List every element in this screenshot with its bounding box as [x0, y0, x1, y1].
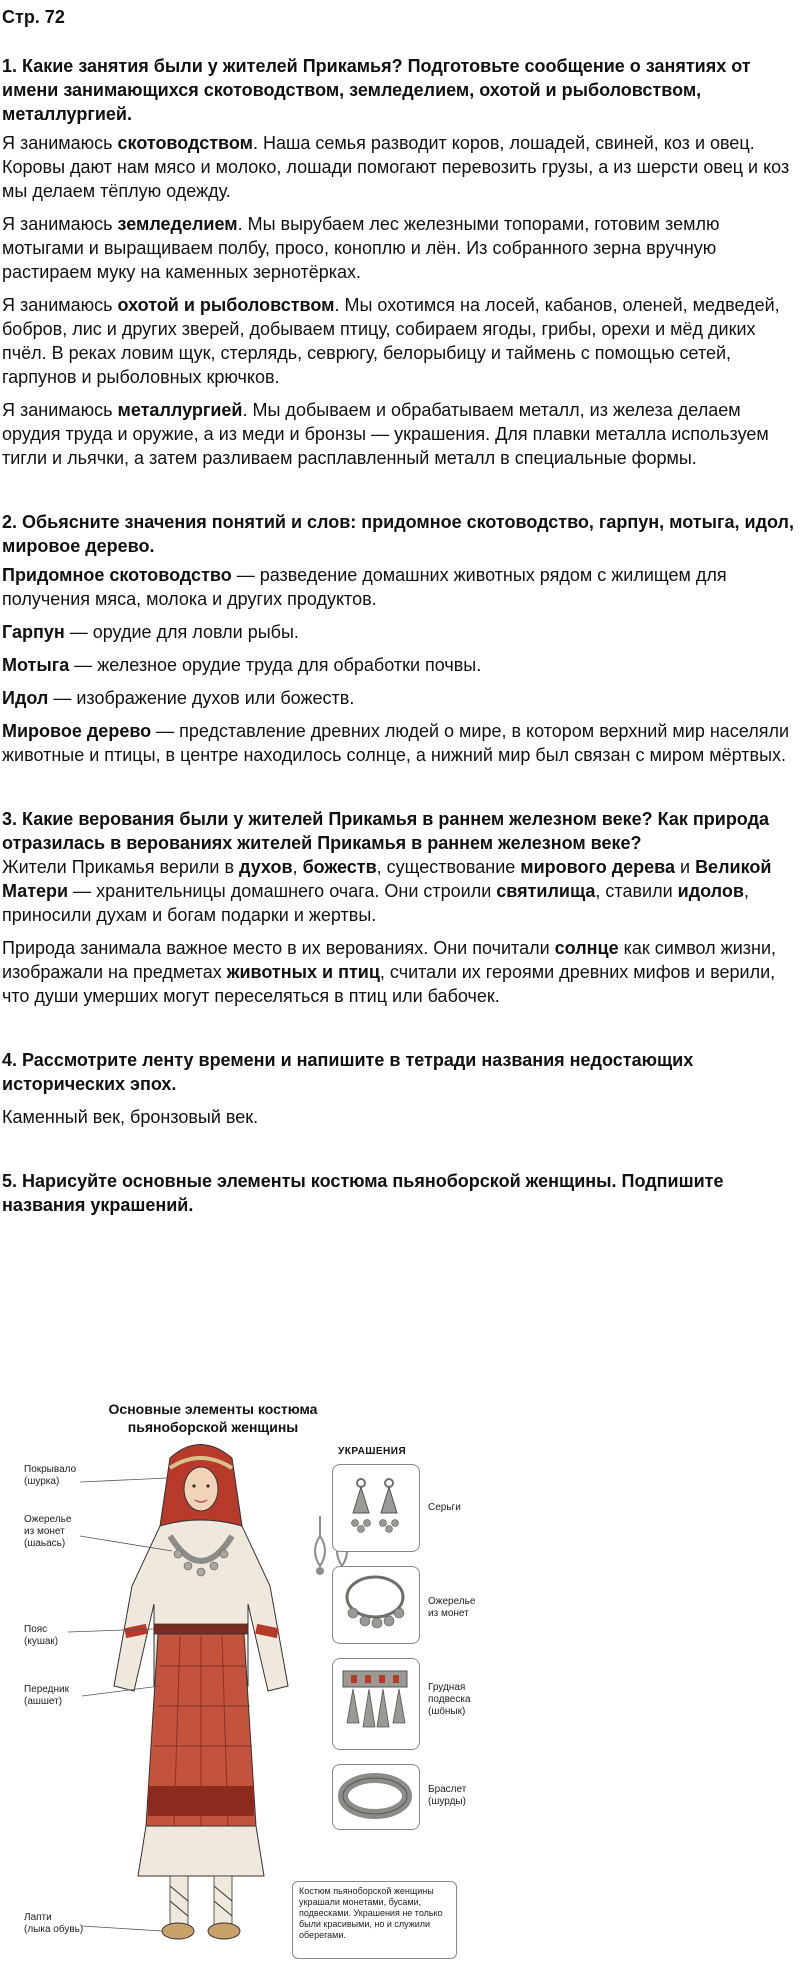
bracelet-icon: [333, 1765, 418, 1827]
definition: [2, 620, 796, 644]
pendant-box: [332, 1658, 420, 1750]
answer-paragraph: [2, 398, 796, 470]
definition-term: Придомное скотоводство: [2, 565, 232, 585]
question-2: [2, 510, 796, 767]
callout-necklace: Ожерелье из монет (шаьась): [24, 1514, 72, 1549]
definition-term: Идол: [2, 688, 49, 708]
answer-text: и: [675, 857, 696, 877]
answer-text: . Мы вырубаем лес железными топорами, готовим землю мотыгами и выращиваем полбу, просо, коноплю и лён. Из собранного зерна вручную растираем муку на каменных зернотёрках.: [2, 214, 720, 282]
answer-paragraph: [2, 936, 796, 1008]
answer-text: ,: [292, 857, 303, 877]
definition-text: — орудие для ловли рыбы.: [64, 622, 299, 642]
callout-headscarf: Покрывало (шурка): [24, 1464, 77, 1487]
answer-paragraph: [2, 293, 796, 389]
definition: [2, 686, 796, 710]
definition-text: — изображение духов или божеств.: [48, 688, 355, 708]
jewelry-label-pendant: Грудная подвеска (шöнык): [428, 1682, 471, 1717]
question-5-title: 5. Нарисуйте основные элементы костюма пьяноборской женщины. Подпишите названия украшений.: [2, 1171, 724, 1215]
question-1-title: 1. Какие занятия были у жителей Прикамья? Подготовьте сообщение о занятиях от имени занимающихся скотоводством, земледелием, охотой и рыболовством, металлургией.: [2, 56, 751, 124]
answer-term: скотоводством: [117, 133, 253, 153]
definition-text: — разведение домашних животных рядом с жилищем для получения мяса, молока и других продуктов.: [2, 565, 727, 609]
bast-shoe-shape: [162, 1923, 194, 1939]
answer-text: . Мы охотимся на лосей, кабанов, оленей, медведей, бобров, лис и других зверей, добываем птицу, собираем ягоды, грибы, орехи и мёд диких пчёл. В реках ловим щук, стерлядь, севрюгу, белорыбицу и таймень с помощью сетей, гарпунов и рыболовных крючков.: [2, 295, 780, 387]
answer-term: идолов: [677, 881, 744, 901]
definition: [2, 563, 796, 611]
question-1: [2, 54, 796, 470]
page: [0, 6, 800, 1988]
question-3-title: 3. Какие верования были у жителей Прикамья в раннем железном веке? Как природа отразилась в верованиях жителей Прикамья в раннем железном веке?: [2, 809, 770, 853]
question-4-title: 4. Рассмотрите ленту времени и напишите в тетради названия недостающих исторических эпох.: [2, 1050, 694, 1094]
document: [0, 6, 800, 1217]
jewelry-label-earrings: Серьги: [428, 1502, 461, 1513]
answer-text: Я занимаюсь: [2, 133, 118, 153]
earrings-icon: [333, 1465, 418, 1550]
answer-term: духов: [239, 857, 293, 877]
jewelry-label-necklace: Ожерелье из монет: [428, 1596, 476, 1619]
answer-text: Жители Прикамья верили в: [2, 857, 240, 877]
answer-term: Великой Матери: [2, 857, 772, 901]
answer-text: , существование: [376, 857, 521, 877]
question-5: [2, 1169, 796, 1217]
answer-text: , считали их героями древних мифов и верили, что души умерших могут переселяться в птиц или бабочек.: [2, 962, 776, 1006]
definition-text: — железное орудие труда для обработки почвы.: [69, 655, 482, 675]
earrings-box: [332, 1464, 420, 1552]
answer-text: Я занимаюсь: [2, 214, 118, 234]
definition-term: Гарпун: [2, 622, 65, 642]
answer-text: Природа занимала важное место в их верованиях. Они почитали: [2, 938, 555, 958]
pendant-icon: [333, 1659, 418, 1749]
answer-paragraph: [2, 131, 796, 203]
answer-term: металлургией: [117, 400, 243, 420]
answer-text: , ставили: [595, 881, 678, 901]
callout-apron: Передник (ашшет): [24, 1684, 69, 1707]
bracelet-box: [332, 1764, 420, 1830]
definition-term: Мотыга: [2, 655, 70, 675]
callout-belt: Пояс (кушак): [24, 1624, 59, 1647]
answer-text: как символ жизни, изображали на предметах: [2, 938, 777, 982]
answer-term: святилища: [496, 881, 596, 901]
answer-paragraph: [2, 855, 796, 927]
question-2-title: 2. Обьясните значения понятий и слов: придомное скотоводство, гарпун, мотыга, идол, мировое дерево.: [2, 512, 794, 556]
answer-term: мирового дерева: [520, 857, 675, 877]
definition: [2, 653, 796, 677]
jewelry-label-bracelet: Браслет (шурды): [428, 1784, 467, 1807]
answer-term: солнце: [554, 938, 619, 958]
bast-shoe-shape: [208, 1923, 240, 1939]
page-label: Стр. 72: [2, 7, 65, 27]
answer-term: животных и птиц: [226, 962, 380, 982]
definition-text: — представление древних людей о мире, в котором верхний мир населяли животные и птицы, в центре находилось солнце, а нижний мир был связан с миром мёртвых.: [2, 721, 790, 765]
answer-text: , приносили духам и богам подарки и жертвы.: [2, 881, 749, 925]
callout-shoes: Лапти (лыка обувь): [24, 1912, 84, 1935]
necklace-icon: [333, 1567, 418, 1642]
answer-text: . Наша семья разводит коров, лошадей, свиней, коз и овец. Коровы дают нам мясо и молоко, лошади помогают перевозить грузы, а из шерсти овец и коз мы делаем тёплую одежду.: [2, 133, 790, 201]
answer-paragraph: Каменный век, бронзовый век.: [2, 1107, 259, 1127]
illustration-note: Костюм пьяноборской женщины украшали монетами, бусами, подвесками. Украшения не только были красивыми, но и служили оберегами.: [292, 1881, 457, 1959]
definition-term: Мировое дерево: [2, 721, 152, 741]
belt-shape: [154, 1624, 248, 1634]
answer-paragraph: [2, 212, 796, 284]
illustration-title: Основные элементы костюма пьяноборской женщины: [108, 1401, 318, 1435]
answer-text: Я занимаюсь: [2, 295, 118, 315]
answer-term: земледелием: [117, 214, 238, 234]
answer-term: охотой и рыболовством: [117, 295, 335, 315]
answer-text: Я занимаюсь: [2, 400, 118, 420]
answer-text: . Мы добываем и обрабатываем металл, из железа делаем орудия труда и оружие, а из меди и бронзы — украшения. Для плавки металла используем тигли и льячки, а затем разливаем расплавленный металл в специальные формы.: [2, 400, 769, 468]
costume-illustration: [20, 1386, 480, 1966]
necklace-box: [332, 1566, 420, 1644]
question-3: [2, 807, 796, 1008]
definition: [2, 719, 796, 767]
face-shape: [184, 1467, 218, 1511]
answer-text: — хранительницы домашнего очага. Они строили: [68, 881, 497, 901]
jewelry-heading: УКРАШЕНИЯ: [338, 1446, 407, 1457]
question-4: [2, 1048, 796, 1129]
answer-term: божеств: [302, 857, 377, 877]
